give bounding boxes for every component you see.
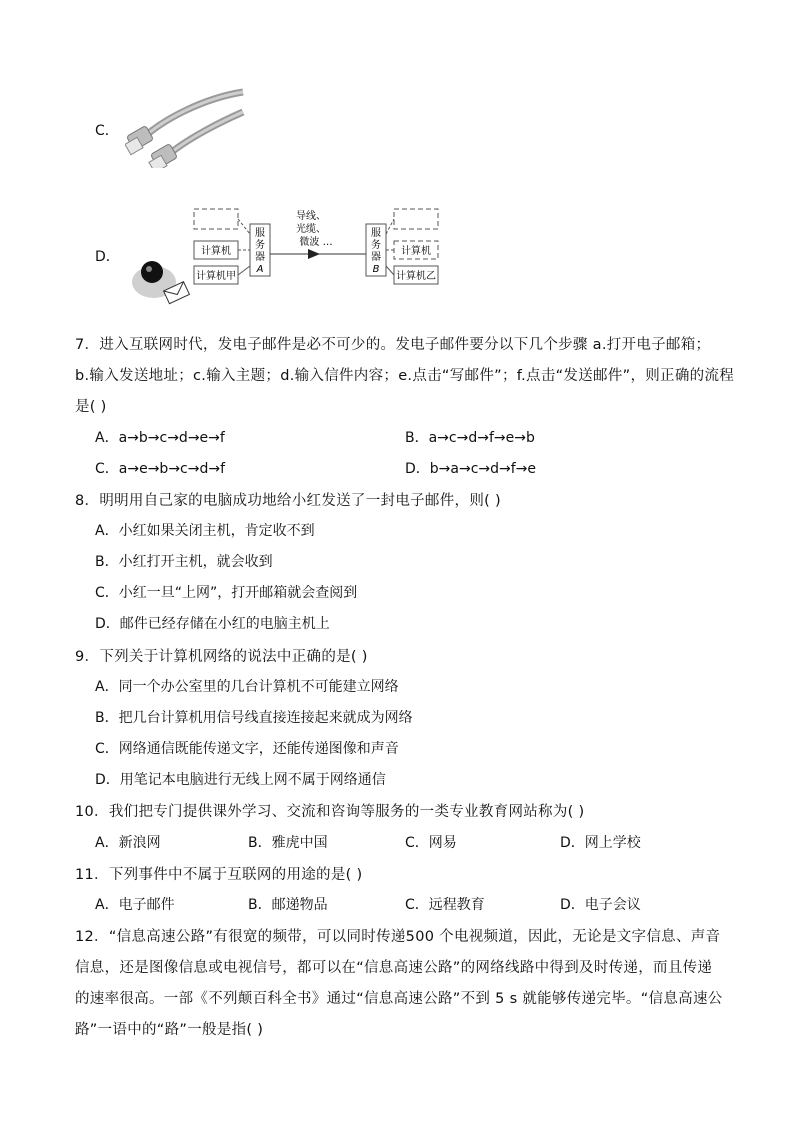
q12-line-3: 的速率很高。一部《不列颠百科全书》通过“信息高速公路”不到 5 s 就能够传递完毕。“信息高速公 <box>75 991 723 1007</box>
q7-line-1: 7．进入互联网时代，发电子邮件是必不可少的。发电子邮件要分以下几个步骤 a.打开电子邮箱； <box>75 337 711 353</box>
q9-option-b: B．把几台计算机用信号线直接连接起来就成为网络 <box>95 710 413 726</box>
medium-line-2: 光缆、 <box>296 224 326 235</box>
q7-option-d: D．b→a→c→d→f→e <box>405 461 537 477</box>
q9-option-c: C．网络通信既能传递文字，还能传递图像和声音 <box>95 741 399 757</box>
q11-option-c: C．远程教育 <box>405 897 485 913</box>
q8-option-b: B．小红打开主机，就会收到 <box>95 554 273 570</box>
q10-stem: 10．我们把专门提供课外学习、交流和咨询等服务的一类专业教育网站称为( ) <box>75 804 585 820</box>
server-a-char-1: 服 <box>255 228 265 239</box>
q10-option-d: D．网上学校 <box>560 835 641 851</box>
q9-stem: 9．下列关于计算机网络的说法中正确的是( ) <box>75 649 368 665</box>
globe-icon <box>141 261 163 283</box>
server-b-char-3: 器 <box>371 252 381 263</box>
computer-label-right: 计算机 <box>401 246 431 257</box>
q10-option-b: B．雅虎中国 <box>248 835 328 851</box>
q7-option-c: C．a→e→b→c→d→f <box>95 461 226 477</box>
q12-line-4: 路”一语中的“路”一般是指( ) <box>75 1022 264 1038</box>
arrow-icon <box>308 249 320 259</box>
q12-line-1: 12．“信息高速公路”有很宽的频带，可以同时传递500 个电视频道，因此，无论是文字信息、声音 <box>75 929 721 945</box>
q7-option-a: A．a→b→c→d→e→f <box>95 430 225 446</box>
computer-a-label: 计算机甲 <box>196 271 236 282</box>
server-a-char-3: 器 <box>255 252 265 263</box>
q10-option-a: A．新浪网 <box>95 835 161 851</box>
q11-option-b: B．邮递物品 <box>248 897 328 913</box>
option-c-label: C． <box>95 123 119 139</box>
q7-line-2: b.输入发送地址；c.输入主题；d.输入信件内容；e.点击“写邮件”；f.点击“发送邮件”，则正确的流程 <box>75 368 735 384</box>
q7-option-b: B．a→c→d→f→e→b <box>405 430 535 446</box>
q8-option-a: A．小红如果关闭主机，肯定收不到 <box>95 523 315 539</box>
computer-b-label: 计算机乙 <box>396 271 436 282</box>
server-a-letter: A <box>256 264 264 275</box>
computer-label-left: 计算机 <box>201 246 231 257</box>
option-d-label: D． <box>95 249 120 265</box>
medium-line-1: 导线、 <box>296 211 326 222</box>
email-transmission-diagram <box>128 204 448 314</box>
q11-option-d: D．电子会议 <box>560 897 641 913</box>
server-a-char-2: 务 <box>255 240 265 251</box>
q10-option-c: C．网易 <box>405 835 457 851</box>
q9-option-a: A．同一个办公室里的几台计算机不可能建立网络 <box>95 679 399 695</box>
medium-line-3: 微波 … <box>299 237 333 248</box>
q8-option-c: C．小红一旦“上网”，打开邮箱就会查阅到 <box>95 585 358 601</box>
server-b-char-1: 服 <box>371 228 381 239</box>
q8-option-d: D．邮件已经存储在小红的电脑主机上 <box>95 616 330 632</box>
q7-line-3: 是( ) <box>75 399 107 415</box>
q11-option-a: A．电子邮件 <box>95 897 175 913</box>
q11-stem: 11．下列事件中不属于互联网的用途的是( ) <box>75 867 363 883</box>
q8-stem: 8．明明用自己家的电脑成功地给小红发送了一封电子邮件，则( ) <box>75 493 501 509</box>
q9-option-d: D．用笔记本电脑进行无线上网不属于网络通信 <box>95 772 386 788</box>
network-cable-image <box>125 88 245 168</box>
server-b-char-2: 务 <box>371 240 381 251</box>
server-b-letter: B <box>372 264 380 275</box>
q12-line-2: 信息，还是图像信息或电视信号，都可以在“信息高速公路”的网络线路中得到及时传递，而且传递 <box>75 960 713 976</box>
